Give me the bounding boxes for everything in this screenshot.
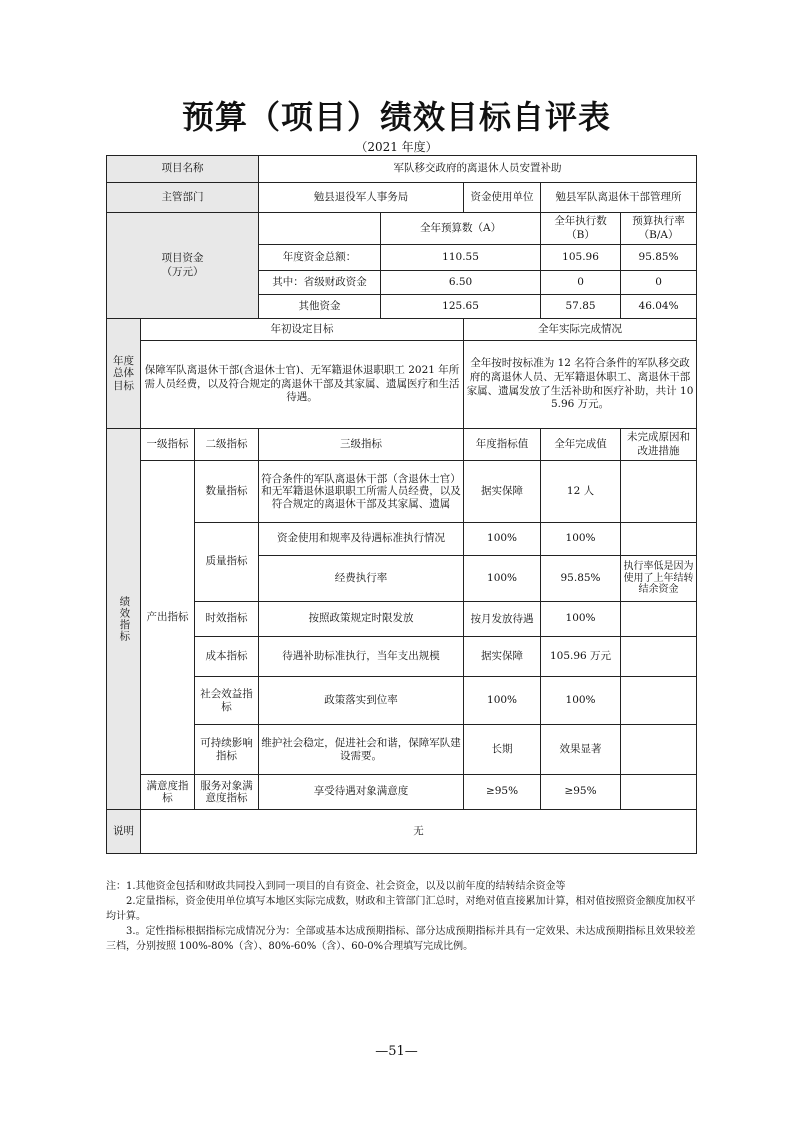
quality-actual: 100% [541,523,621,556]
footnote: 3.。定性指标根据指标完成情况分为：全部或基本达成预期指标、部分达成预期指标并具有一定效果、未达成预期指标且效果较差三档，分别按照 100%-80%（含）、80%-60%（含）、60-0%合理填写完成比例。 [106,926,696,952]
sustain-reason [621,725,697,775]
sustain-target: 长期 [464,725,541,775]
satisfaction-l2: 服务对象满意度指标 [195,775,259,810]
funds-header-blank [259,213,381,245]
footnote: 注：1.其他资金包括和财政共同投入到同一项目的自有资金、社会资金，以及以前年度的结转结余资金等 [106,881,566,892]
goals-label: 年度总体目标 [107,319,141,429]
funds-row-label: 年度资金总额： [259,245,381,271]
quality-reason: 执行率低是因为使用了上年结转结余资金 [621,556,697,602]
satisfaction-reason [621,775,697,810]
cost-l2: 成本指标 [195,637,259,677]
dept-label: 主管部门 [107,183,259,213]
header-l3: 三级指标 [259,429,464,461]
header-l2: 二级指标 [195,429,259,461]
sustain-l3: 维护社会稳定，促进社会和谐，保障军队建设需要。 [259,725,464,775]
cost-target: 据实保障 [464,637,541,677]
col-budget: 全年预算数（A） [381,213,541,245]
header-actual: 全年完成值 [541,429,621,461]
goals-set-header: 年初设定目标 [141,319,464,341]
quality-label: 质量指标 [195,523,259,602]
goals-done-text: 全年按时按标准为 12 名符合条件的军队移交政府的离退休人员、无军籍退休职工、离退休干部家属、遗属发放了生活补助和医疗补助，共计 105.96 万元。 [464,341,697,429]
project-name-label: 项目名称 [107,156,259,183]
funds-label: 项目资金 （万元） [107,213,259,319]
quantity-l3: 符合条件的军队离退休干部（含退休士官）和无军籍退休退职职工所需人员经费，以及符合规定的离退休干部及其家属、遗属 [259,461,464,523]
header-l1: 一级指标 [141,429,195,461]
cost-l3: 待遇补助标准执行，当年支出规模 [259,637,464,677]
col-rate: 预算执行率（B/A） [621,213,697,245]
social-l2: 社会效益指标 [195,677,259,725]
funds-exec: 105.96 [541,245,621,271]
funds-rate: 95.85% [621,245,697,271]
cost-actual: 105.96 万元 [541,637,621,677]
funds-budget: 6.50 [381,271,541,295]
col-exec: 全年执行数（B） [541,213,621,245]
project-name: 军队移交政府的离退休人员安置补助 [259,156,697,183]
quality-target: 100% [464,556,541,602]
satisfaction-l1: 满意度指标 [141,775,195,810]
funds-exec: 57.85 [541,295,621,319]
output-label: 产出指标 [141,461,195,775]
timeliness-target: 按月发放待遇 [464,602,541,637]
social-reason [621,677,697,725]
quantity-reason [621,461,697,523]
social-target: 100% [464,677,541,725]
page-title: 预算（项目）绩效目标自评表 [181,98,611,136]
dept-value: 勉县退役军人事务局 [259,183,464,213]
remark-label: 说明 [107,810,141,854]
goals-set-text: 保障军队离退休干部(含退休士官)、无军籍退休退职职工 2021 年所需人员经费，以及符合规定的离退休干部及其家属、遗属医疗和生活待遇。 [141,341,464,429]
quality-actual: 95.85% [541,556,621,602]
report-year: （2021 年度） [355,140,438,154]
quantity-l2: 数量指标 [195,461,259,523]
timeliness-l3: 按照政策规定时限发放 [259,602,464,637]
evaluation-table [106,155,697,854]
satisfaction-actual: ≥95% [541,775,621,810]
quality-l3: 经费执行率 [259,556,464,602]
header-target: 年度指标值 [464,429,541,461]
header-reason: 未完成原因和改进措施 [621,429,697,461]
sustain-l2: 可持续影响指标 [195,725,259,775]
timeliness-reason [621,602,697,637]
satisfaction-l3: 享受待遇对象满意度 [259,775,464,810]
remark-value: 无 [141,810,697,854]
quality-target: 100% [464,523,541,556]
quantity-target: 据实保障 [464,461,541,523]
goals-done-header: 全年实际完成情况 [464,319,697,341]
indicators-label: 绩效指标 [107,429,141,810]
unit-value: 勉县军队离退休干部管理所 [541,183,697,213]
funds-rate: 0 [621,271,697,295]
funds-row-label: 其他资金 [259,295,381,319]
cost-reason [621,637,697,677]
page-number: —51— [375,1044,418,1059]
funds-budget: 125.65 [381,295,541,319]
timeliness-actual: 100% [541,602,621,637]
funds-exec: 0 [541,271,621,295]
sustain-actual: 效果显著 [541,725,621,775]
unit-label: 资金使用单位 [464,183,541,213]
quantity-actual: 12 人 [541,461,621,523]
quality-reason [621,523,697,556]
footnotes [106,879,696,954]
funds-budget: 110.55 [381,245,541,271]
funds-rate: 46.04% [621,295,697,319]
social-l3: 政策落实到位率 [259,677,464,725]
funds-row-label: 其中：省级财政资金 [259,271,381,295]
footnote: 2.定量指标，资金使用单位填写本地区实际完成数，财政和主管部门汇总时，对绝对值直接累加计算，相对值按照资金额度加权平均计算。 [106,896,696,922]
satisfaction-target: ≥95% [464,775,541,810]
social-actual: 100% [541,677,621,725]
timeliness-l2: 时效指标 [195,602,259,637]
quality-l3: 资金使用和规率及待遇标准执行情况 [259,523,464,556]
